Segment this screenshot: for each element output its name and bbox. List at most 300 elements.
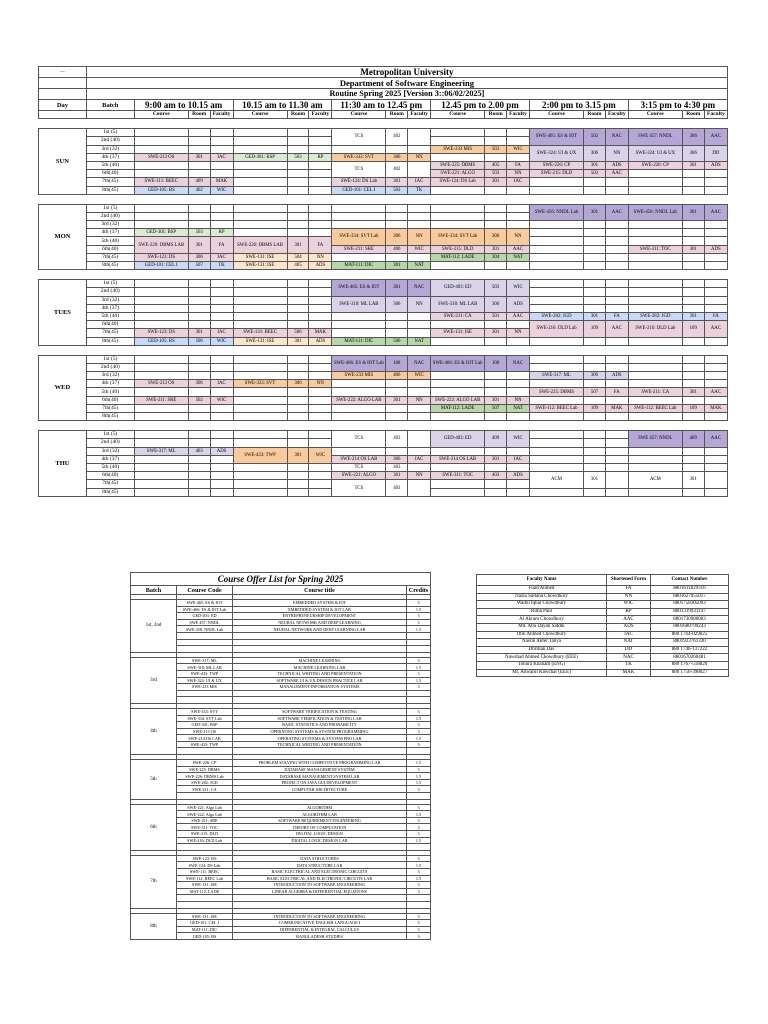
offer-batch: 5th	[131, 760, 177, 800]
empty-cell	[605, 337, 628, 345]
empty-cell	[309, 431, 332, 439]
faculty-col-header: Faculty	[210, 111, 233, 119]
offer-course-code: SWE-131: ISE	[177, 882, 233, 889]
empty-cell	[233, 221, 287, 229]
empty-cell	[682, 380, 704, 388]
class-faculty: NN	[309, 380, 332, 388]
class-faculty: NAT	[408, 337, 431, 345]
empty-cell	[233, 280, 287, 288]
offer-course-code	[177, 690, 233, 697]
class-course: ACM	[529, 472, 583, 488]
batch-label: 6th(40)	[86, 472, 134, 480]
class-course: SWE-123: DS	[134, 329, 188, 337]
empty-cell	[233, 404, 287, 412]
empty-cell	[682, 178, 704, 186]
class-room: 501	[485, 312, 507, 320]
empty-cell	[309, 488, 332, 496]
faculty-row	[477, 646, 729, 654]
class-room: 402	[386, 161, 408, 177]
empty-cell	[431, 204, 485, 212]
routine-title: Routine Spring 2025 [Version 3::06/02/2025]	[86, 89, 727, 100]
empty-cell	[188, 388, 210, 396]
empty-cell	[584, 221, 606, 229]
empty-cell	[529, 396, 583, 404]
offer-course-title: THEORY OF COMPUTATION	[233, 824, 407, 831]
batch-label: 8th(45)	[86, 488, 134, 496]
class-faculty: NN	[507, 329, 530, 337]
empty-cell	[386, 221, 408, 229]
offer-credits	[407, 646, 431, 653]
routine-row	[39, 221, 728, 229]
class-course: SWE-222: ALGO LAB	[431, 396, 485, 404]
faculty-row	[477, 593, 729, 601]
class-faculty: FA	[704, 312, 727, 320]
class-course: SWE-458: NNDL Lab	[628, 204, 682, 220]
empty-cell	[386, 212, 408, 220]
empty-cell	[408, 404, 431, 412]
class-room: 301	[287, 447, 309, 463]
class-course: TCS	[332, 480, 386, 496]
empty-cell	[309, 129, 332, 137]
empty-cell	[529, 288, 583, 296]
empty-cell	[309, 229, 332, 237]
class-course: SWE-311: TOC	[431, 472, 485, 480]
class-room: 306	[386, 296, 408, 312]
class-faculty: WIC	[210, 396, 233, 404]
class-faculty: DD	[704, 145, 727, 161]
offer-credits: 1.5	[407, 811, 431, 818]
empty-cell	[309, 280, 332, 288]
empty-cell	[584, 455, 606, 463]
empty-cell	[628, 488, 682, 496]
room-col-header: Room	[386, 111, 408, 119]
empty-cell	[210, 355, 233, 363]
empty-cell	[134, 170, 188, 178]
empty-cell	[134, 296, 188, 304]
class-room: 402	[386, 129, 408, 145]
empty-cell	[134, 288, 188, 296]
class-room: 503	[287, 153, 309, 161]
offer-credits: 3	[407, 684, 431, 691]
offer-course-code	[177, 901, 233, 908]
empty-cell	[134, 312, 188, 320]
offer-course-title: INTRODUCTION TO SOFTWARE ENGINEERING	[233, 882, 407, 889]
class-room: 506	[287, 329, 309, 337]
empty-cell	[210, 413, 233, 421]
offer-course-title: SOFTWARE VERIFICATION & TESTING	[233, 708, 407, 715]
empty-cell	[134, 372, 188, 380]
empty-cell	[431, 212, 485, 220]
routine-row	[39, 404, 728, 412]
class-room: 301	[386, 178, 408, 186]
empty-cell	[188, 472, 210, 480]
class-faculty: NAT	[507, 253, 530, 261]
faculty-name: Tohura Khanam (ENG)	[477, 661, 607, 669]
empty-cell	[682, 337, 704, 345]
class-room: 306	[386, 455, 408, 463]
empty-cell	[386, 388, 408, 396]
empty-cell	[287, 363, 309, 371]
empty-cell	[529, 337, 583, 345]
empty-cell	[584, 296, 606, 304]
routine-row	[39, 447, 728, 455]
empty-cell	[605, 413, 628, 421]
empty-cell	[332, 388, 386, 396]
class-faculty: WIC	[408, 372, 431, 380]
class-course: SWE-112: BEEC Lab	[529, 404, 583, 412]
offer-credits: 3	[407, 670, 431, 677]
offer-course-code: SWE-333: SVT	[177, 708, 233, 715]
empty-cell	[386, 253, 408, 261]
empty-cell	[704, 413, 727, 421]
offer-course-code: SWE-225: DBMS	[177, 766, 233, 773]
empty-cell	[584, 237, 606, 245]
empty-cell	[332, 329, 386, 337]
class-room: 306	[682, 145, 704, 161]
empty-cell	[134, 304, 188, 312]
offer-credits: 1.5	[407, 773, 431, 780]
class-faculty: NAC	[408, 280, 431, 296]
class-faculty: AAC	[605, 170, 628, 178]
empty-cell	[485, 413, 507, 421]
empty-cell	[210, 488, 233, 496]
class-faculty: TK	[408, 186, 431, 194]
time-slot-header: 11:30 am to 12.45 pm	[332, 100, 431, 111]
offer-credits: 3	[407, 741, 431, 748]
empty-cell	[584, 447, 606, 455]
class-faculty: NAC	[408, 355, 431, 371]
empty-cell	[605, 253, 628, 261]
empty-cell	[309, 312, 332, 320]
routine-row	[39, 337, 728, 345]
class-room: 306	[287, 380, 309, 388]
time-slot-header: 10.15 am to 11.30 am	[233, 100, 332, 111]
faculty-name: Nasrin Akter Tanya	[477, 639, 607, 647]
routine-row	[39, 380, 728, 388]
empty-cell	[529, 237, 583, 245]
empty-cell	[584, 304, 606, 312]
class-course: GED-301: BSP	[233, 153, 287, 161]
batch-label: 3rd (32)	[86, 145, 134, 153]
empty-cell	[233, 439, 287, 447]
empty-cell	[431, 463, 485, 471]
routine-row	[39, 186, 728, 194]
faculty-row	[477, 623, 729, 631]
day-header: Day	[39, 100, 87, 111]
empty-cell	[309, 304, 332, 312]
class-course: SWE-456: NNDL Lab	[529, 204, 583, 220]
empty-cell	[332, 212, 386, 220]
empty-cell	[210, 388, 233, 396]
empty-cell	[704, 463, 727, 471]
class-course: SWE-465: ES & IOT	[332, 280, 386, 296]
class-faculty: AAC	[605, 321, 628, 337]
class-course: SWE-131: ISE	[431, 329, 485, 337]
routine-row	[39, 372, 728, 380]
empty-cell	[386, 329, 408, 337]
empty-cell	[134, 161, 188, 169]
empty-cell	[507, 212, 530, 220]
empty-cell	[233, 145, 287, 153]
class-course: TCS	[332, 463, 386, 471]
class-faculty: NN	[408, 296, 431, 312]
empty-cell	[408, 221, 431, 229]
empty-cell	[134, 488, 188, 496]
empty-cell	[309, 472, 332, 480]
empty-cell	[134, 363, 188, 371]
empty-cell	[584, 463, 606, 471]
faculty-table	[476, 574, 729, 677]
empty-cell	[628, 178, 682, 186]
class-course: ACM	[628, 472, 682, 488]
empty-cell	[210, 455, 233, 463]
empty-cell	[287, 186, 309, 194]
class-room: 503	[188, 229, 210, 237]
routine-row	[39, 204, 728, 212]
offer-credits: 3	[407, 933, 431, 940]
batch-label: 3rd (32)	[86, 447, 134, 455]
empty-cell	[233, 312, 287, 320]
empty-cell	[210, 280, 233, 288]
empty-cell	[507, 463, 530, 471]
offer-course-code: SWE-221: Algo Lab	[177, 804, 233, 811]
empty-cell	[408, 329, 431, 337]
class-room: 301	[386, 396, 408, 404]
empty-cell	[628, 229, 682, 237]
empty-cell	[507, 186, 530, 194]
class-faculty: NN	[309, 253, 332, 261]
empty-cell	[233, 488, 287, 496]
offer-course-title: DATABASE MANAGEMENT SYSTEM	[233, 766, 407, 773]
empty-cell	[529, 245, 583, 253]
empty-cell	[529, 463, 583, 471]
empty-cell	[233, 372, 287, 380]
empty-cell	[309, 480, 332, 488]
empty-cell	[704, 355, 727, 363]
class-faculty: NN	[408, 229, 431, 245]
faculty-col-header: Faculty	[605, 111, 628, 119]
offer-row	[131, 913, 431, 920]
empty-cell	[628, 186, 682, 194]
batch-label: 6th(40)	[86, 245, 134, 253]
empty-cell	[605, 245, 628, 253]
empty-cell	[485, 447, 507, 455]
offer-course-code: SWE-311: TOC	[177, 824, 233, 831]
time-slot-header: 2:00 pm to 3.15 pm	[529, 100, 628, 111]
class-course: SWE-233 MIS	[332, 372, 386, 380]
class-course: MAT-112: LADE	[431, 404, 485, 412]
empty-cell	[408, 312, 431, 320]
empty-cell	[134, 455, 188, 463]
offer-course-title: DATA STRUCTURE LAB	[233, 862, 407, 869]
faculty-name: Iftin Ahmed Chowdhury	[477, 631, 607, 639]
offer-credits: 3	[407, 613, 431, 620]
empty-cell	[485, 186, 507, 194]
offer-course-title: EMBEDDED SYSTEM & IOT LAB	[233, 606, 407, 613]
empty-cell	[309, 221, 332, 229]
offer-row	[131, 760, 431, 767]
class-room: 301	[485, 329, 507, 337]
faculty-row	[477, 631, 729, 639]
faculty-short: IAC	[607, 631, 651, 639]
class-faculty: IAC	[507, 178, 530, 186]
offer-course-title	[233, 646, 407, 653]
offer-credits: 3	[407, 728, 431, 735]
class-room: 109	[584, 404, 606, 412]
empty-cell	[628, 288, 682, 296]
batch-label: 4th (37)	[86, 229, 134, 237]
offer-course-code: SWE 458: NNDL Lab	[177, 626, 233, 633]
faculty-header-short: Shortened Form	[607, 575, 651, 586]
class-course: SWE-465: ES & IOT	[529, 129, 583, 145]
empty-cell	[233, 178, 287, 186]
empty-cell	[431, 337, 485, 345]
empty-cell	[309, 363, 332, 371]
class-faculty: NN	[507, 170, 530, 178]
empty-cell	[287, 480, 309, 488]
batch-label: 7th(45)	[86, 480, 134, 488]
empty-cell	[431, 153, 485, 161]
empty-cell	[485, 388, 507, 396]
empty-cell	[605, 280, 628, 288]
batch-label: 4th (37)	[86, 304, 134, 312]
offer-course-code: SWE-324: UI & UX	[177, 677, 233, 684]
empty-cell	[485, 153, 507, 161]
faculty-contact: 8801730980003	[651, 616, 729, 624]
empty-cell	[628, 380, 682, 388]
class-room: 301	[682, 161, 704, 169]
empty-cell	[309, 463, 332, 471]
class-room: 402	[188, 186, 210, 194]
batch-label: 6th(40)	[86, 321, 134, 329]
empty-cell	[210, 372, 233, 380]
empty-cell	[287, 170, 309, 178]
empty-cell	[134, 439, 188, 447]
offer-credits	[407, 844, 431, 851]
empty-cell	[210, 288, 233, 296]
class-room: 109	[682, 404, 704, 412]
empty-cell	[287, 431, 309, 439]
empty-cell	[628, 253, 682, 261]
class-faculty: NAT	[507, 404, 530, 412]
empty-cell	[210, 137, 233, 145]
class-course: SWE-226: DBMS LAB	[233, 237, 287, 253]
offer-course-title: INTRODUCTION TO SOFTWARE ENGINEERING	[233, 913, 407, 920]
empty-cell	[704, 186, 727, 194]
routine-row	[39, 388, 728, 396]
batch-label: 4th (37)	[86, 153, 134, 161]
offer-credits: 3	[407, 600, 431, 607]
empty-cell	[287, 372, 309, 380]
room-col-header: Room	[287, 111, 309, 119]
class-faculty: AAC	[704, 431, 727, 447]
class-room: 301	[584, 161, 606, 169]
offer-course-title: MACHINE LEARNING LAB	[233, 664, 407, 671]
class-faculty: AAC	[605, 204, 628, 220]
offer-credits	[407, 793, 431, 800]
empty-cell	[233, 413, 287, 421]
empty-cell	[233, 388, 287, 396]
course-col-header: Course	[529, 111, 583, 119]
empty-cell	[188, 404, 210, 412]
class-room: 502	[584, 129, 606, 145]
empty-cell	[584, 253, 606, 261]
empty-cell	[704, 253, 727, 261]
empty-cell	[210, 296, 233, 304]
empty-cell	[309, 204, 332, 212]
empty-cell	[233, 161, 287, 169]
empty-cell	[188, 355, 210, 363]
offer-course-code: SWE-124: DS Lab	[177, 862, 233, 869]
empty-cell	[188, 161, 210, 169]
routine-row	[39, 145, 728, 153]
faculty-name: Nazia Sultana Chowdhury	[477, 593, 607, 601]
routine-row	[39, 355, 728, 363]
empty-cell	[584, 245, 606, 253]
empty-cell	[628, 262, 682, 270]
offer-course-title: ALGORITHM	[233, 804, 407, 811]
empty-cell	[584, 288, 606, 296]
empty-cell	[507, 337, 530, 345]
offer-batch: 8th	[131, 913, 177, 939]
offer-course-title	[233, 632, 407, 639]
batch-label: 7th(45)	[86, 253, 134, 261]
empty-cell	[408, 388, 431, 396]
empty-cell	[628, 396, 682, 404]
class-faculty: AAC	[507, 245, 530, 253]
offer-course-code: SWE-211: SRE	[177, 817, 233, 824]
faculty-header-contact: Contact Number	[651, 575, 729, 586]
class-room: 301	[386, 280, 408, 296]
empty-cell	[386, 321, 408, 329]
class-faculty: WIC	[210, 186, 233, 194]
course-col-header: Course	[134, 111, 188, 119]
empty-cell	[408, 145, 431, 153]
faculty-short: NAT	[607, 639, 651, 647]
empty-cell	[507, 480, 530, 488]
empty-cell	[682, 288, 704, 296]
empty-cell	[682, 221, 704, 229]
offer-batch: 7th	[131, 855, 177, 908]
empty-cell	[332, 404, 386, 412]
time-slot-header: 9:00 am to 10.15 am	[134, 100, 233, 111]
empty-cell	[704, 262, 727, 270]
empty-cell	[584, 280, 606, 288]
faculty-header-name: Faculty Name	[477, 575, 607, 586]
class-course: SWE-131: ISE	[233, 253, 287, 261]
empty-cell	[485, 337, 507, 345]
empty-cell	[188, 455, 210, 463]
class-room: 304	[485, 253, 507, 261]
empty-cell	[332, 204, 386, 212]
faculty-contact: 8801611829316	[651, 586, 729, 594]
offer-course-title: DATABASE MANAGEMENT SYSTEM LAB	[233, 773, 407, 780]
offer-course-title: TECHNICAL WRITING AND PRESENTATION	[233, 670, 407, 677]
empty-cell	[287, 204, 309, 212]
offer-batch: 4th	[131, 708, 177, 754]
offer-course-code: SWE-216: DLD Lab	[177, 837, 233, 844]
empty-cell	[210, 212, 233, 220]
faculty-name: Fuad Ahmed	[477, 586, 607, 594]
class-faculty: NAT	[408, 262, 431, 270]
class-room: 409	[188, 178, 210, 186]
class-room: 507	[584, 388, 606, 396]
faculty-name: Md. Abu Dayan Siddik	[477, 623, 607, 631]
empty-cell	[628, 337, 682, 345]
class-faculty: IAC	[210, 329, 233, 337]
empty-cell	[233, 463, 287, 471]
offer-course-title: SOFTWARE REQUIREMENT ENGINEERING	[233, 817, 407, 824]
